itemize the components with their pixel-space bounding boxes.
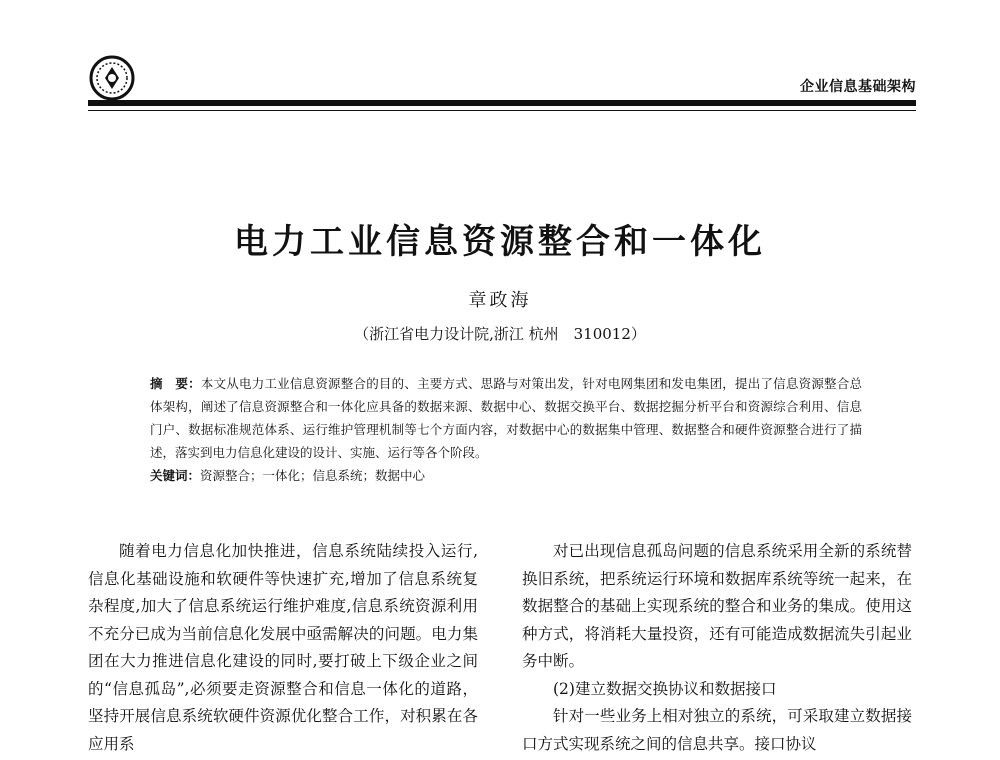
- header-rule-thin: [88, 110, 916, 111]
- header-rule-thick: [88, 100, 916, 106]
- body-left-column: [88, 538, 478, 758]
- body-paragraph: 随着电力信息化加快推进，信息系统陆续投入运行,信息化基础设施和软硬件等快速扩充,增加了信息系统复杂程度,加大了信息系统运行维护难度,信息系统资源利用不充分已成为当前信息化发展中亟需解决的问题。电力集团在大力推进信息化建设的同时,要打破上下级企业之间的“信息孤岛”,必须要走资源整合和信息一体化的道路，坚持开展信息系统软硬件资源优化整合工作，对积累在各应用系: [88, 542, 478, 753]
- keywords-text: 资源整合；一体化；信息系统；数据中心: [200, 468, 426, 483]
- abstract-paragraph: [150, 372, 862, 464]
- author-affiliation: （浙江省电力设计院,浙江 杭州 310012）: [354, 325, 646, 343]
- article-author: 章政海: [468, 290, 532, 311]
- abstract-label: 摘 要：: [150, 376, 201, 391]
- keywords-line: [150, 464, 862, 487]
- abstract-block: [150, 372, 862, 487]
- article-title: 电力工业信息资源整合和一体化: [234, 222, 766, 262]
- section-label: 企业信息基础架构: [800, 79, 916, 95]
- keywords-label: 关键词：: [150, 468, 201, 483]
- abstract-text: 本文从电力工业信息资源整合的目的、主要方式、思路与对策出发，针对电网集团和发电集团，提出了信息资源整合总体架构，阐述了信息资源整合和一体化应具备的数据来源、数据中心、数据交换平台、数据挖掘分析平台和资源综合利用、信息门户、数据标准规范体系、运行维护管理机制等七个方面内容，对数据中心的数据集中管理、数据整合和硬件资源整合进行了描述，落实到电力信息化建设的设计、实施、运行等各个阶段。: [150, 376, 862, 460]
- section-heading: (2)建立数据交换协议和数据接口: [553, 679, 777, 698]
- body-paragraph: 针对一些业务上相对独立的系统，可采取建立数据接口方式实现系统之间的信息共享。接口协议: [522, 707, 912, 753]
- body-paragraph: 对已出现信息孤岛问题的信息系统采用全新的系统替换旧系统，把系统运行环境和数据库系统等统一起来，在数据整合的基础上实现系统的整合和业务的集成。使用这种方式，将消耗大量投资，还有可能造成数据流失引起业务中断。: [522, 542, 912, 670]
- journal-logo-icon: [88, 54, 136, 102]
- body-right-column: [522, 538, 912, 758]
